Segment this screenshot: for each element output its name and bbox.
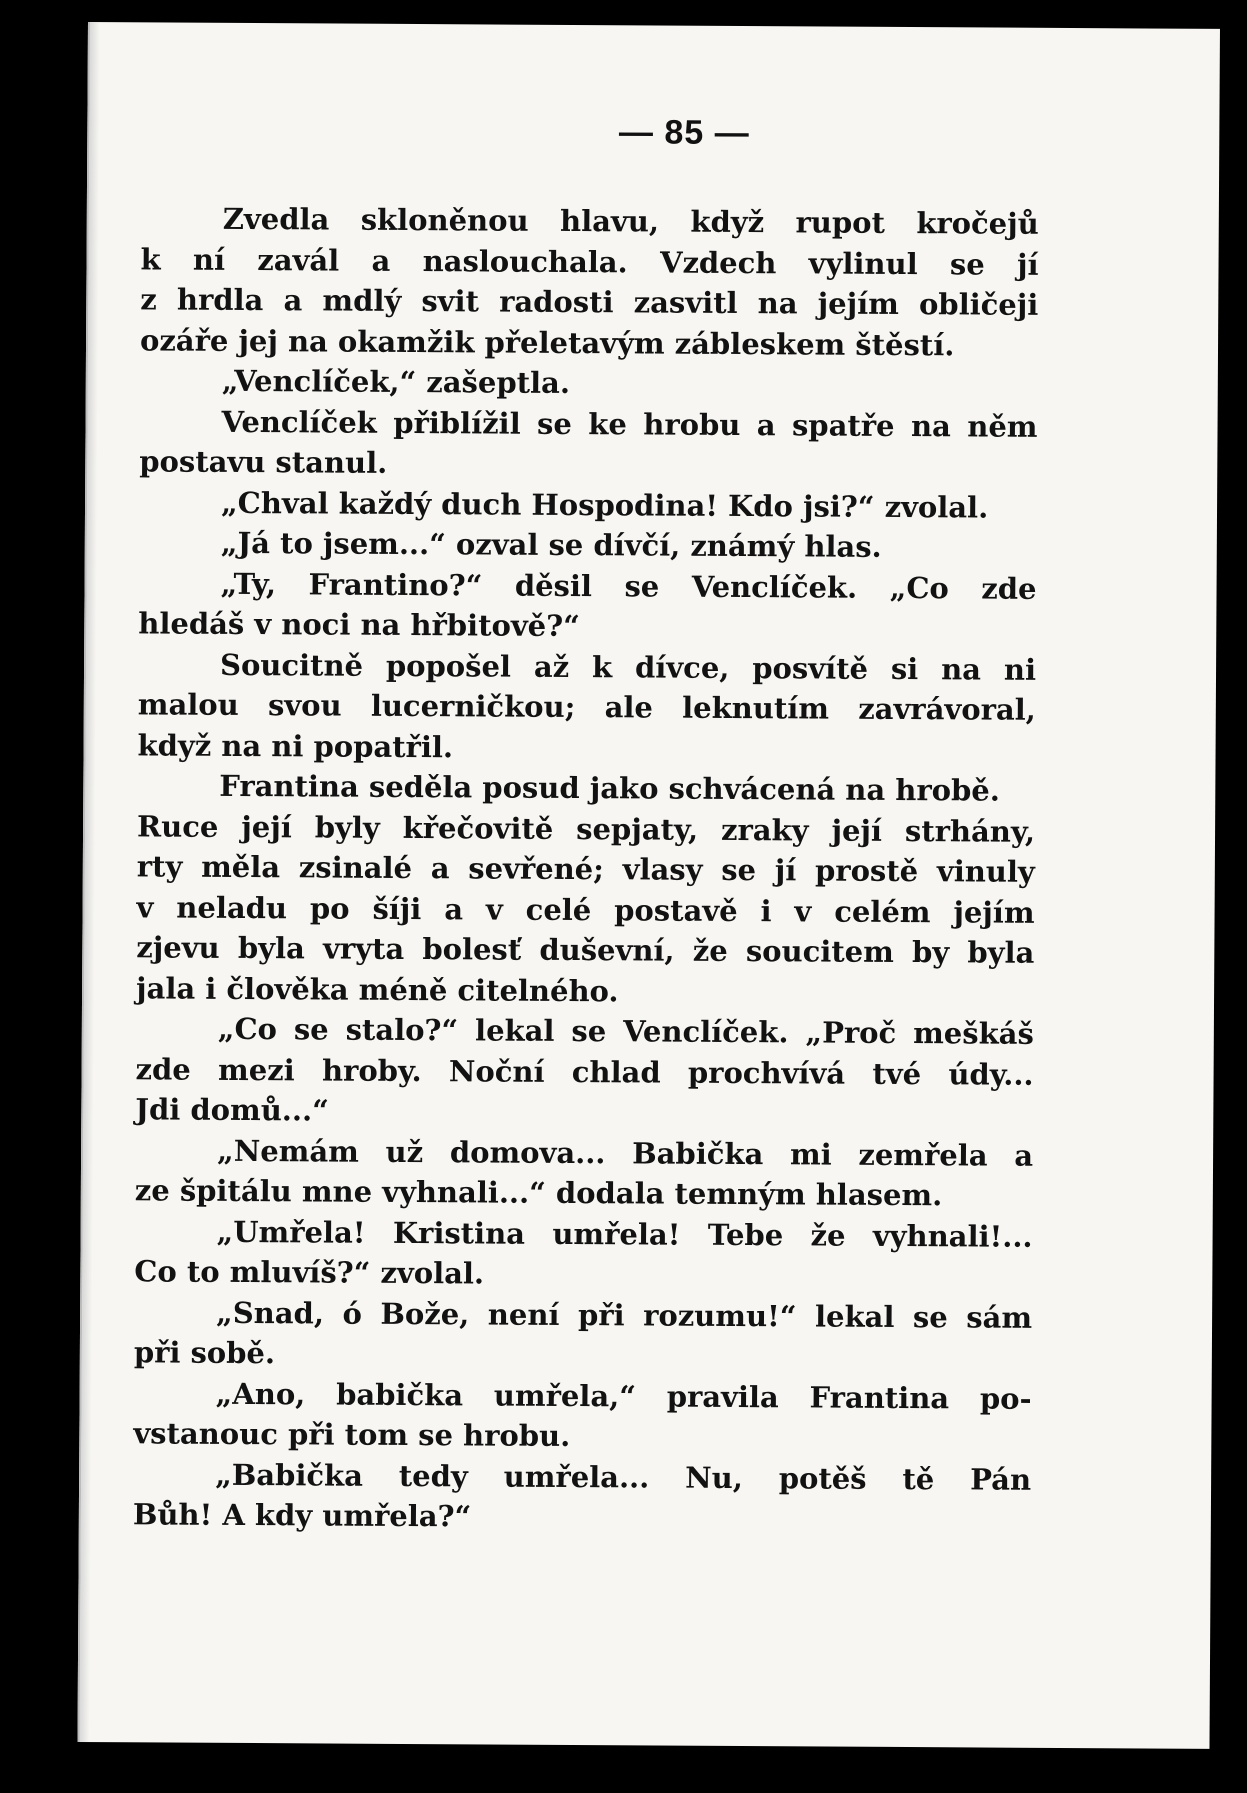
- text-line: ozáře jej na okamžik přeletavým zábleskem štěstí.: [139, 322, 955, 362]
- text-line: ze špitálu mne vyhnali...“ dodala temným hlasem.: [134, 1173, 943, 1213]
- text-line: Ruce její byly křečovitě sepjaty, zraky její strhány,: [136, 808, 1036, 849]
- text-line: postavu stanul.: [139, 444, 388, 480]
- page-edge-shadow: [79, 22, 100, 1742]
- text-line: Zvedla skloněnou hlavu, když rupot kročejů: [222, 201, 1039, 241]
- text-line: „Babička tedy umřela... Nu, potěš tě Pán: [215, 1457, 1032, 1497]
- body-text: [133, 198, 1039, 1540]
- text-line: při sobě.: [133, 1335, 276, 1371]
- text-line: malou svou lucerničkou; ale leknutím zavrávoral,: [137, 687, 1036, 727]
- text-line: Frantina seděla posud jako schvácená na hrobě.: [219, 768, 1000, 808]
- text-line: Venclíček přiblížil se ke hrobu a spatře na něm: [221, 404, 1038, 444]
- text-line: „Ty, Frantino?“ děsil se Venclíček. „Co zde: [220, 566, 1037, 606]
- text-line: rty měla zsinalé a sevřené; vlasy se jí prostě vinuly: [136, 849, 1035, 889]
- text-line: hledáš v noci na hřbitově?“: [138, 606, 580, 644]
- text-line: v neladu po šíji a v celé postavě i v celém jejím: [136, 889, 1035, 930]
- text-line: vstanouc při tom se hrobu.: [133, 1416, 571, 1453]
- text-line: „Umřela! Kristina umřela! Tebe že vyhnali!...: [216, 1214, 1033, 1254]
- book-page: [77, 22, 1219, 1749]
- text-line: Soucitně popošel až k dívce, posvítě si na ni: [219, 647, 1037, 687]
- text-line: „Co se stalo?“ lekal se Venclíček. „Proč meškáš: [217, 1011, 1034, 1051]
- text-line: „Ano, babička umřela,“ pravila Frantina po-: [215, 1376, 1032, 1416]
- text-line: z hrdla a mdlý svit radosti zasvitl na jejím obličeji: [140, 282, 1039, 322]
- text-line: „Venclíček,“ zašeptla.: [221, 363, 571, 400]
- text-line: „Snad, ó Bože, není při rozumu!“ lekal se sám: [216, 1295, 1033, 1335]
- text-line: Bůh! A kdy umřela?“: [132, 1497, 472, 1534]
- text-line: jala i člověka méně citelného.: [135, 970, 619, 1008]
- page-number: — 85 —: [618, 113, 750, 153]
- text-line: zde mezi hroby. Noční chlad prochvívá tvé údy...: [135, 1051, 1034, 1092]
- text-line: Jdi domů...“: [135, 1092, 329, 1128]
- text-line: „Nemám už domova... Babička mi zemřela a: [217, 1133, 1034, 1173]
- text-line: Co to mluvíš?“ zvolal.: [134, 1254, 485, 1291]
- text-line: „Chval každý duch Hospodina! Kdo jsi?“ zvolal.: [220, 485, 989, 525]
- text-line: když na ni popatřil.: [137, 727, 454, 764]
- text-line: „Já to jsem...“ ozval se dívčí, známý hlas.: [220, 525, 882, 564]
- text-line: k ní zavál a naslouchala. Vzdech vylinul se jí: [140, 241, 1039, 282]
- text-line: zjevu byla vryta bolesť duševní, že soucitem by byla: [136, 930, 1035, 970]
